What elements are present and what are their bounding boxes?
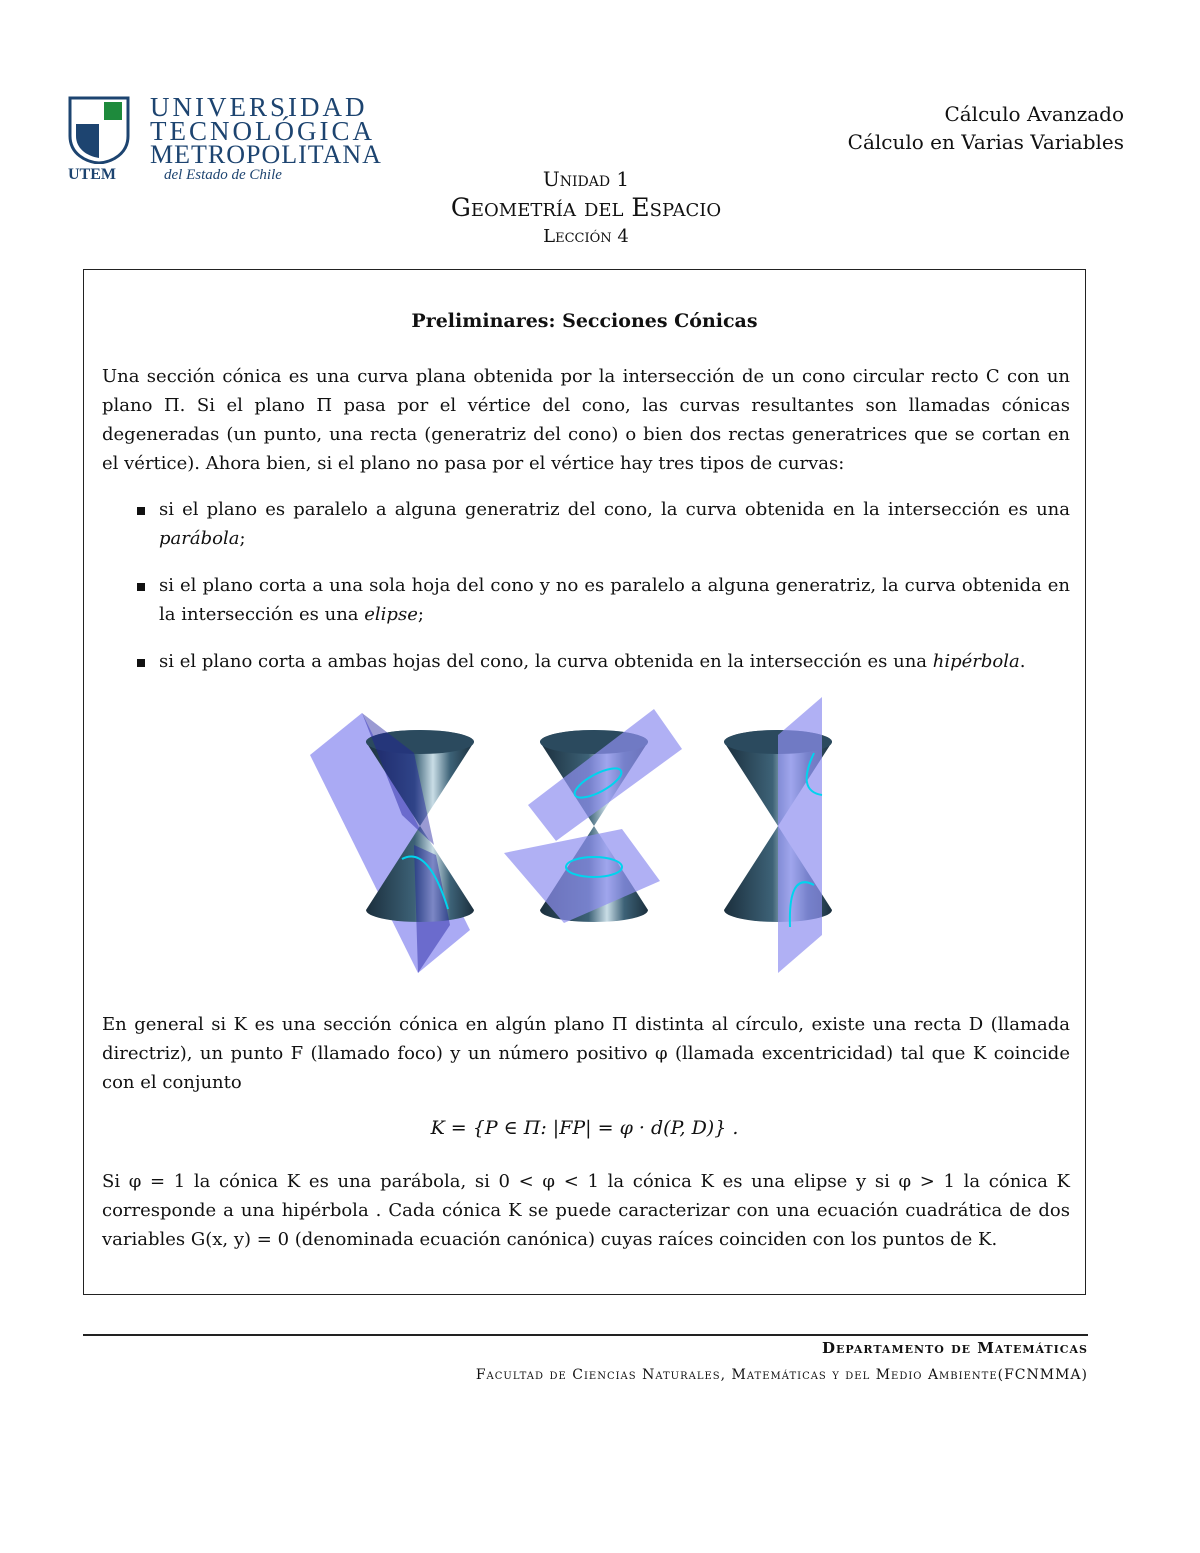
list-item-end: ; xyxy=(417,604,424,625)
hyperbola-plane xyxy=(778,697,822,973)
bullet-square-icon xyxy=(137,583,145,591)
list-item-text: si el plano corta a ambas hojas del cono, la curva obtenida en la intersección es una xyxy=(159,651,933,672)
list-item-term: hipérbola xyxy=(932,651,1020,672)
page-title: Geometría del Espacio xyxy=(450,193,722,222)
footer-department: Departamento de Matemáticas xyxy=(822,1339,1088,1357)
lesson-header xyxy=(0,166,1172,250)
ellipse-plane-upper xyxy=(528,709,682,841)
list-item-hyperbola xyxy=(102,647,1070,676)
list-item-parabola xyxy=(102,495,1070,553)
parabola-cone xyxy=(310,713,474,973)
hyperbola-cone xyxy=(724,697,832,973)
lesson-label: Lección 4 xyxy=(543,226,629,247)
unit-label: Unidad 1 xyxy=(542,167,630,191)
list-item-ellipse xyxy=(102,571,1070,629)
list-item-term: parábola xyxy=(159,528,240,549)
utem-shield-icon xyxy=(68,96,130,164)
logo-line-3: METROPOLITANA xyxy=(150,140,382,169)
eccentricity-paragraph: Si φ = 1 la cónica K es una parábola, si 0 < φ < 1 la cónica K es una elipse y si φ > 1 la cónica K corresponde a una hipérbola . Cada cónica K se puede caracterizar con una ecuación cuadrática de dos variables G(x, y) = 0 (denominada ecuación canónica) cuyas raíces coinciden con los puntos de K. xyxy=(102,1171,1070,1250)
list-item-term: elipse xyxy=(364,604,418,625)
ellipse-cone xyxy=(504,709,682,923)
logo-acronym: UTEM xyxy=(68,166,116,183)
definition-paragraph: En general si K es una sección cónica en algún plano Π distinta al círculo, existe una recta D (llamada directriz), un punto F (llamado foco) y un número positivo φ (llamada excentricidad) tal que K coincide con el conjunto xyxy=(102,1014,1070,1093)
section-title: Preliminares: Secciones Cónicas xyxy=(411,310,758,332)
conic-types-list xyxy=(102,495,1070,694)
logo-tagline: del Estado de Chile xyxy=(164,167,282,183)
course-subtitle: Cálculo en Varias Variables xyxy=(847,130,1124,154)
conic-sections-figure xyxy=(310,695,842,977)
logo-line-2: TECNOLÓGICA xyxy=(150,116,375,146)
intro-paragraph: Una sección cónica es una curva plana obtenida por la intersección de un cono circular recto C con un plano Π. Si el plano Π pasa por el vértice del cono, las curvas resultantes son llamadas cónicas degeneradas (un punto, una recta (generatriz del cono) o bien dos rectas generatrices que se cortan en el vértice). Ahora bien, si el plano no pasa por el vértice hay tres tipos de curvas: xyxy=(102,366,1070,474)
list-item-end: ; xyxy=(239,528,246,549)
list-item-end: . xyxy=(1019,651,1026,672)
logo-line-1: UNIVERSIDAD xyxy=(150,92,368,122)
footer-divider xyxy=(83,1334,1088,1336)
list-item-text: si el plano es paralelo a alguna generatriz del cono, la curva obtenida en la intersección es una xyxy=(159,499,1070,520)
bullet-square-icon xyxy=(137,659,145,667)
course-info xyxy=(848,100,1124,156)
list-item-text: si el plano corta a una sola hoja del cono y no es paralelo a alguna generatriz, la curva obtenida en la intersección es una xyxy=(159,575,1070,625)
conic-formula: K = {P ∈ Π: |FP| = φ · d(P, D)} . xyxy=(430,1117,739,1139)
footer-faculty: Facultad de Ciencias Naturales, Matemáticas y del Medio Ambiente(FCNMMA) xyxy=(475,1367,1088,1383)
bullet-square-icon xyxy=(137,507,145,515)
content-box xyxy=(83,269,1086,1295)
course-name: Cálculo Avanzado xyxy=(944,102,1124,126)
